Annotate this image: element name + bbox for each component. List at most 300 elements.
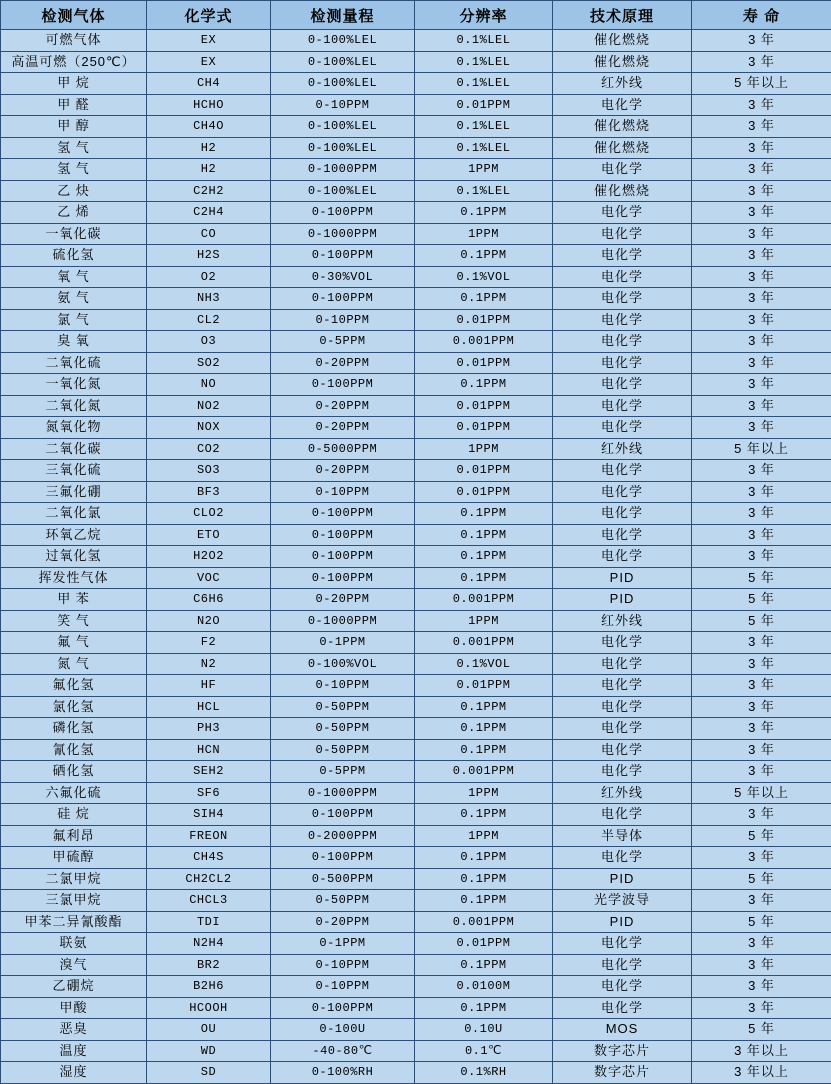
cell-chemical-formula: OU [147,1019,271,1041]
cell-technology: 电化学 [553,352,692,374]
cell-resolution: 0.1PPM [415,503,553,525]
cell-detection-range: 0-2000PPM [271,825,415,847]
cell-chemical-formula: NO2 [147,395,271,417]
cell-detection-range: 0-100U [271,1019,415,1041]
cell-detection-range: 0-20PPM [271,352,415,374]
cell-technology: 电化学 [553,546,692,568]
cell-lifetime: 5 年 [692,868,831,890]
cell-gas-name: 氧 气 [1,266,147,288]
cell-technology: 红外线 [553,782,692,804]
cell-technology: 电化学 [553,395,692,417]
cell-resolution: 0.0100M [415,976,553,998]
table-header-row [1,1,831,30]
table-row [1,911,831,933]
cell-gas-name: 联氨 [1,933,147,955]
cell-detection-range: 0-100PPM [271,245,415,267]
cell-gas-name: 甲 苯 [1,589,147,611]
cell-chemical-formula: H2 [147,137,271,159]
cell-gas-name: 氰化氢 [1,739,147,761]
cell-detection-range: 0-50PPM [271,739,415,761]
cell-lifetime: 3 年 [692,266,831,288]
table-row [1,1062,831,1084]
cell-resolution: 0.001PPM [415,331,553,353]
cell-technology: 电化学 [553,632,692,654]
table-row [1,417,831,439]
cell-gas-name: 湿度 [1,1062,147,1084]
cell-technology: 半导体 [553,825,692,847]
cell-detection-range: 0-100PPM [271,374,415,396]
cell-detection-range: 0-100%VOL [271,653,415,675]
cell-gas-name: 二氧化氮 [1,395,147,417]
cell-detection-range: 0-10PPM [271,954,415,976]
cell-chemical-formula: C2H2 [147,180,271,202]
cell-chemical-formula: VOC [147,567,271,589]
cell-resolution: 0.1%VOL [415,653,553,675]
cell-technology: 催化燃烧 [553,180,692,202]
cell-lifetime: 3 年 [692,761,831,783]
cell-resolution: 0.001PPM [415,761,553,783]
cell-detection-range: 0-1000PPM [271,223,415,245]
table-row [1,51,831,73]
cell-resolution: 0.01PPM [415,675,553,697]
table-row [1,481,831,503]
cell-resolution: 0.1PPM [415,868,553,890]
cell-technology: 电化学 [553,954,692,976]
table-row [1,374,831,396]
cell-gas-name: 氮氧化物 [1,417,147,439]
cell-resolution: 0.001PPM [415,632,553,654]
cell-resolution: 0.10U [415,1019,553,1041]
cell-gas-name: 高温可燃（250℃） [1,51,147,73]
cell-resolution: 0.1PPM [415,890,553,912]
table-row [1,632,831,654]
table-row [1,159,831,181]
cell-detection-range: 0-100PPM [271,997,415,1019]
table-row [1,460,831,482]
cell-lifetime: 3 年 [692,890,831,912]
cell-detection-range: 0-5000PPM [271,438,415,460]
cell-resolution: 0.1%LEL [415,51,553,73]
cell-resolution: 0.01PPM [415,94,553,116]
cell-chemical-formula: HCHO [147,94,271,116]
cell-chemical-formula: CO2 [147,438,271,460]
cell-technology: 电化学 [553,503,692,525]
cell-lifetime: 3 年 [692,245,831,267]
table-row [1,266,831,288]
cell-resolution: 0.1℃ [415,1040,553,1062]
cell-gas-name: 甲 醛 [1,94,147,116]
cell-chemical-formula: CHCL3 [147,890,271,912]
cell-chemical-formula: SO2 [147,352,271,374]
cell-chemical-formula: HCOOH [147,997,271,1019]
table-row [1,675,831,697]
cell-technology: 电化学 [553,696,692,718]
cell-chemical-formula: O3 [147,331,271,353]
cell-lifetime: 5 年以上 [692,438,831,460]
cell-resolution: 1PPM [415,782,553,804]
table-row [1,761,831,783]
table-row [1,847,831,869]
cell-gas-name: 温度 [1,1040,147,1062]
cell-gas-name: 氯 气 [1,309,147,331]
cell-resolution: 0.1PPM [415,954,553,976]
cell-gas-name: 甲酸 [1,997,147,1019]
cell-resolution: 0.1PPM [415,997,553,1019]
cell-gas-name: 甲硫醇 [1,847,147,869]
cell-technology: 红外线 [553,73,692,95]
cell-technology: PID [553,567,692,589]
cell-lifetime: 3 年 [692,481,831,503]
table-row [1,202,831,224]
cell-chemical-formula: EX [147,30,271,52]
table-row [1,524,831,546]
cell-gas-name: 二氧化硫 [1,352,147,374]
cell-lifetime: 3 年 [692,696,831,718]
cell-technology: PID [553,868,692,890]
cell-resolution: 0.1%LEL [415,73,553,95]
cell-resolution: 0.001PPM [415,911,553,933]
cell-chemical-formula: H2 [147,159,271,181]
cell-gas-name: 三氯甲烷 [1,890,147,912]
cell-chemical-formula: N2O [147,610,271,632]
cell-detection-range: 0-10PPM [271,309,415,331]
table-row [1,309,831,331]
cell-chemical-formula: B2H6 [147,976,271,998]
cell-chemical-formula: HCL [147,696,271,718]
cell-chemical-formula: O2 [147,266,271,288]
cell-detection-range: 0-20PPM [271,911,415,933]
cell-gas-name: 磷化氢 [1,718,147,740]
cell-lifetime: 5 年 [692,567,831,589]
cell-detection-range: 0-20PPM [271,395,415,417]
cell-lifetime: 3 年 [692,503,831,525]
cell-technology: 电化学 [553,374,692,396]
header-gas-name: 检测气体 [1,1,147,30]
cell-chemical-formula: NH3 [147,288,271,310]
cell-resolution: 0.1%LEL [415,180,553,202]
cell-lifetime: 3 年 [692,202,831,224]
cell-gas-name: 氟化氢 [1,675,147,697]
cell-lifetime: 3 年 [692,632,831,654]
cell-resolution: 0.1PPM [415,567,553,589]
table-row [1,352,831,374]
table-row [1,116,831,138]
cell-resolution: 0.1PPM [415,245,553,267]
cell-technology: 电化学 [553,245,692,267]
cell-lifetime: 3 年 [692,976,831,998]
cell-resolution: 0.1PPM [415,739,553,761]
cell-technology: 电化学 [553,159,692,181]
cell-lifetime: 3 年 [692,460,831,482]
cell-detection-range: 0-1000PPM [271,159,415,181]
cell-detection-range: 0-100%RH [271,1062,415,1084]
cell-chemical-formula: BF3 [147,481,271,503]
cell-resolution: 0.1PPM [415,524,553,546]
cell-lifetime: 3 年 [692,180,831,202]
cell-technology: 电化学 [553,675,692,697]
cell-technology: 催化燃烧 [553,116,692,138]
cell-technology: 催化燃烧 [553,30,692,52]
cell-technology: 数字芯片 [553,1062,692,1084]
cell-detection-range: 0-100PPM [271,524,415,546]
cell-resolution: 0.1%RH [415,1062,553,1084]
cell-resolution: 0.001PPM [415,589,553,611]
cell-gas-name: 六氟化硫 [1,782,147,804]
cell-gas-name: 臭 氧 [1,331,147,353]
cell-resolution: 1PPM [415,159,553,181]
cell-chemical-formula: TDI [147,911,271,933]
cell-detection-range: 0-100PPM [271,202,415,224]
cell-detection-range: 0-100PPM [271,804,415,826]
cell-lifetime: 5 年 [692,911,831,933]
cell-technology: 电化学 [553,460,692,482]
cell-resolution: 1PPM [415,438,553,460]
cell-lifetime: 3 年 [692,546,831,568]
cell-technology: 电化学 [553,417,692,439]
cell-chemical-formula: CH4 [147,73,271,95]
cell-lifetime: 5 年 [692,825,831,847]
cell-lifetime: 5 年 [692,610,831,632]
cell-gas-name: 乙 炔 [1,180,147,202]
cell-resolution: 0.1PPM [415,546,553,568]
table-row [1,653,831,675]
cell-detection-range: 0-50PPM [271,718,415,740]
header-chemical-formula: 化学式 [147,1,271,30]
cell-lifetime: 3 年以上 [692,1062,831,1084]
cell-gas-name: 甲 烷 [1,73,147,95]
cell-gas-name: 二氧化碳 [1,438,147,460]
cell-lifetime: 3 年以上 [692,1040,831,1062]
cell-chemical-formula: SD [147,1062,271,1084]
cell-gas-name: 一氧化碳 [1,223,147,245]
cell-technology: 光学波导 [553,890,692,912]
cell-lifetime: 3 年 [692,94,831,116]
cell-chemical-formula: SIH4 [147,804,271,826]
cell-gas-name: 环氧乙烷 [1,524,147,546]
cell-detection-range: 0-30%VOL [271,266,415,288]
cell-detection-range: 0-100PPM [271,847,415,869]
cell-lifetime: 3 年 [692,137,831,159]
cell-technology: 电化学 [553,331,692,353]
cell-chemical-formula: HCN [147,739,271,761]
table-row [1,890,831,912]
cell-resolution: 0.01PPM [415,417,553,439]
cell-technology: 电化学 [553,223,692,245]
cell-technology: 电化学 [553,288,692,310]
table-row [1,94,831,116]
cell-technology: 催化燃烧 [553,51,692,73]
table-row [1,804,831,826]
cell-detection-range: 0-100%LEL [271,30,415,52]
cell-gas-name: 氟 气 [1,632,147,654]
cell-lifetime: 3 年 [692,954,831,976]
cell-lifetime: 3 年 [692,417,831,439]
cell-resolution: 0.01PPM [415,395,553,417]
cell-technology: PID [553,589,692,611]
cell-resolution: 0.01PPM [415,481,553,503]
table-row [1,288,831,310]
cell-detection-range: 0-100%LEL [271,180,415,202]
cell-detection-range: 0-10PPM [271,481,415,503]
cell-technology: 电化学 [553,847,692,869]
header-resolution: 分辨率 [415,1,553,30]
cell-lifetime: 5 年 [692,1019,831,1041]
cell-detection-range: 0-100PPM [271,567,415,589]
cell-detection-range: 0-100%LEL [271,73,415,95]
cell-lifetime: 3 年 [692,288,831,310]
cell-lifetime: 3 年 [692,309,831,331]
cell-detection-range: 0-100%LEL [271,116,415,138]
cell-gas-name: 硫化氢 [1,245,147,267]
table-row [1,954,831,976]
cell-detection-range: 0-100%LEL [271,137,415,159]
table-row [1,825,831,847]
cell-chemical-formula: PH3 [147,718,271,740]
cell-lifetime: 5 年 [692,589,831,611]
cell-detection-range: -40-80℃ [271,1040,415,1062]
cell-gas-name: 硅 烷 [1,804,147,826]
cell-resolution: 0.1PPM [415,696,553,718]
cell-lifetime: 3 年 [692,51,831,73]
cell-detection-range: 0-1PPM [271,632,415,654]
table-row [1,438,831,460]
cell-resolution: 0.1%LEL [415,30,553,52]
cell-technology: 电化学 [553,997,692,1019]
cell-technology: 电化学 [553,718,692,740]
table-row [1,1019,831,1041]
cell-gas-name: 可燃气体 [1,30,147,52]
cell-detection-range: 0-100PPM [271,503,415,525]
cell-lifetime: 3 年 [692,30,831,52]
cell-technology: 电化学 [553,804,692,826]
cell-chemical-formula: HF [147,675,271,697]
cell-resolution: 0.1PPM [415,718,553,740]
cell-gas-name: 氢 气 [1,159,147,181]
table-row [1,567,831,589]
table-row [1,223,831,245]
cell-resolution: 0.1%VOL [415,266,553,288]
table-row [1,180,831,202]
cell-gas-name: 乙 烯 [1,202,147,224]
cell-detection-range: 0-20PPM [271,460,415,482]
cell-detection-range: 0-10PPM [271,94,415,116]
cell-gas-name: 笑 气 [1,610,147,632]
cell-chemical-formula: CH2CL2 [147,868,271,890]
cell-chemical-formula: CO [147,223,271,245]
cell-chemical-formula: SO3 [147,460,271,482]
table-row [1,976,831,998]
cell-chemical-formula: C2H4 [147,202,271,224]
table-row [1,782,831,804]
cell-lifetime: 3 年 [692,718,831,740]
cell-chemical-formula: SF6 [147,782,271,804]
cell-lifetime: 3 年 [692,804,831,826]
table-row [1,245,831,267]
cell-gas-name: 甲苯二异氰酸酯 [1,911,147,933]
table-row [1,589,831,611]
cell-technology: 电化学 [553,761,692,783]
cell-gas-name: 硒化氢 [1,761,147,783]
cell-detection-range: 0-100PPM [271,288,415,310]
cell-gas-name: 乙硼烷 [1,976,147,998]
cell-resolution: 0.1%LEL [415,137,553,159]
table-row [1,933,831,955]
cell-resolution: 0.01PPM [415,352,553,374]
cell-technology: 电化学 [553,94,692,116]
cell-gas-name: 氢 气 [1,137,147,159]
cell-gas-name: 挥发性气体 [1,567,147,589]
cell-lifetime: 3 年 [692,524,831,546]
cell-resolution: 0.1PPM [415,288,553,310]
table-row [1,868,831,890]
cell-chemical-formula: H2O2 [147,546,271,568]
cell-chemical-formula: H2S [147,245,271,267]
cell-detection-range: 0-50PPM [271,890,415,912]
cell-gas-name: 三氟化硼 [1,481,147,503]
cell-gas-name: 二氧化氯 [1,503,147,525]
cell-technology: 电化学 [553,481,692,503]
cell-chemical-formula: CL2 [147,309,271,331]
cell-resolution: 0.1PPM [415,374,553,396]
cell-detection-range: 0-100%LEL [271,51,415,73]
cell-technology: MOS [553,1019,692,1041]
cell-lifetime: 3 年 [692,331,831,353]
cell-chemical-formula: CH4S [147,847,271,869]
cell-lifetime: 5 年以上 [692,73,831,95]
cell-resolution: 0.1PPM [415,804,553,826]
cell-chemical-formula: N2H4 [147,933,271,955]
table-row [1,331,831,353]
cell-lifetime: 3 年 [692,159,831,181]
cell-lifetime: 3 年 [692,116,831,138]
table-row [1,30,831,52]
cell-gas-name: 氟利昂 [1,825,147,847]
cell-chemical-formula: CH4O [147,116,271,138]
cell-detection-range: 0-20PPM [271,589,415,611]
table-row [1,696,831,718]
cell-technology: 电化学 [553,739,692,761]
cell-technology: 电化学 [553,266,692,288]
cell-lifetime: 3 年 [692,374,831,396]
cell-resolution: 0.01PPM [415,460,553,482]
cell-detection-range: 0-1000PPM [271,782,415,804]
cell-lifetime: 5 年以上 [692,782,831,804]
cell-gas-name: 溴气 [1,954,147,976]
cell-detection-range: 0-1000PPM [271,610,415,632]
table-row [1,1040,831,1062]
header-technology: 技术原理 [553,1,692,30]
cell-chemical-formula: EX [147,51,271,73]
cell-chemical-formula: CLO2 [147,503,271,525]
cell-lifetime: 3 年 [692,933,831,955]
cell-resolution: 0.1%LEL [415,116,553,138]
cell-chemical-formula: NO [147,374,271,396]
cell-detection-range: 0-500PPM [271,868,415,890]
cell-resolution: 0.01PPM [415,309,553,331]
table-body [1,30,831,1084]
header-lifetime: 寿 命 [692,1,831,30]
cell-resolution: 1PPM [415,223,553,245]
cell-chemical-formula: ETO [147,524,271,546]
table-row [1,137,831,159]
cell-lifetime: 3 年 [692,395,831,417]
cell-lifetime: 3 年 [692,675,831,697]
cell-technology: 催化燃烧 [553,137,692,159]
cell-detection-range: 0-50PPM [271,696,415,718]
cell-gas-name: 三氧化硫 [1,460,147,482]
cell-lifetime: 3 年 [692,739,831,761]
table-row [1,718,831,740]
